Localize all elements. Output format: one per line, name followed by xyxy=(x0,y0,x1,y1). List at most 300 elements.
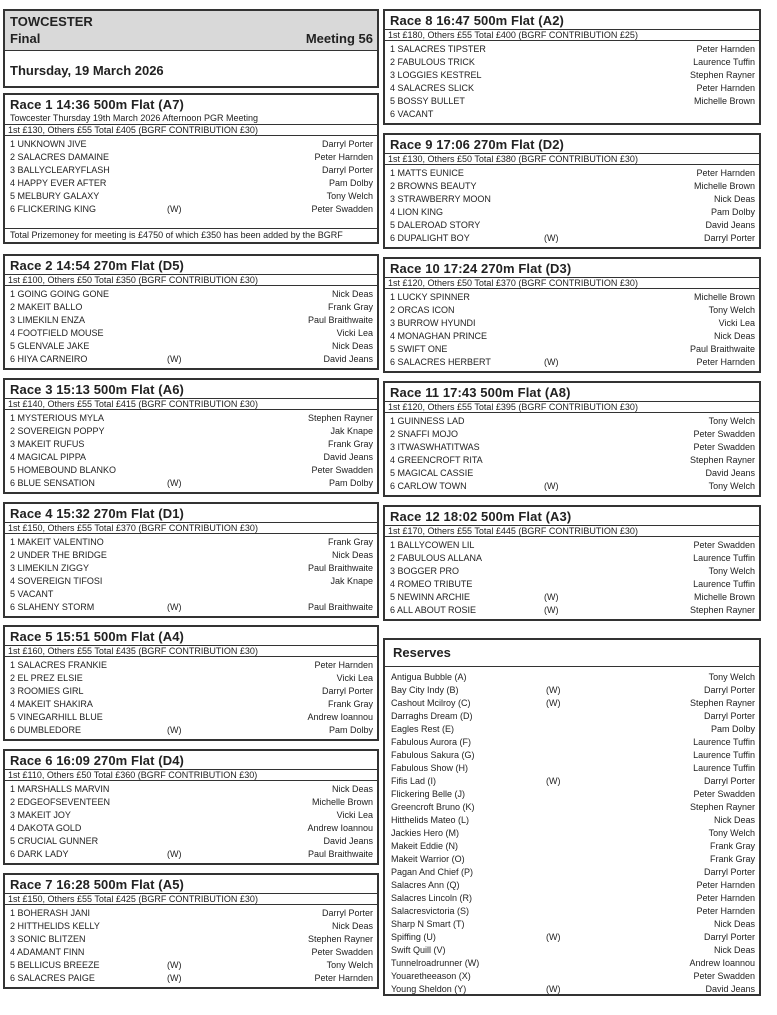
race-prize: 1st £150, Others £55 Total £425 (BGRF CONTRIBUTION £30) xyxy=(5,893,377,905)
trainer-name: Laurence Tuffin xyxy=(693,763,755,773)
trainer-name: Vicki Lea xyxy=(718,318,755,328)
withdrawn-mark: (W) xyxy=(546,984,561,994)
list-item xyxy=(10,783,373,796)
list-item xyxy=(10,659,373,672)
list-item xyxy=(10,536,373,549)
list-item xyxy=(390,604,755,617)
trainer-name: Andrew Ioannou xyxy=(689,958,755,968)
race-card-8 xyxy=(383,9,761,125)
list-item xyxy=(10,340,373,353)
race-prize: 1st £120, Others £50 Total £370 (BGRF CONTRIBUTION £30) xyxy=(385,277,759,289)
entry-name: 6 SALACRES PAIGE xyxy=(10,973,95,983)
entry-name: 4 LION KING xyxy=(390,207,444,217)
race-title: Race 3 15:13 500m Flat (A6) xyxy=(10,382,184,397)
entry-name: 5 DALEROAD STORY xyxy=(390,220,481,230)
entry-name: 3 BOGGER PRO xyxy=(390,566,460,576)
trainer-name: Darryl Porter xyxy=(703,776,755,786)
entry-name: 6 SALACRES HERBERT xyxy=(390,357,491,367)
entry-name: 6 DUPALIGHT BOY xyxy=(390,233,470,243)
trainer-name: Peter Swadden xyxy=(693,429,755,439)
trainer-name: Laurence Tuffin xyxy=(693,579,755,589)
entry-name: 1 SALACRES TIPSTER xyxy=(390,44,486,54)
trainer-name: Stephen Rayner xyxy=(689,605,755,615)
runner-list xyxy=(5,136,377,216)
trainer-name: Peter Harnden xyxy=(696,893,755,903)
entry-name: 2 MAKEIT BALLO xyxy=(10,302,83,312)
list-item xyxy=(10,848,373,861)
trainer-name: Darryl Porter xyxy=(321,686,373,696)
list-item xyxy=(391,684,755,697)
race-title: Race 7 16:28 500m Flat (A5) xyxy=(10,877,184,892)
trainer-name: David Jeans xyxy=(323,452,373,462)
race-title: Race 9 17:06 270m Flat (D2) xyxy=(390,137,564,152)
race-prize: 1st £110, Others £50 Total £360 (BGRF CONTRIBUTION £30) xyxy=(5,769,377,781)
runner-list xyxy=(385,289,759,369)
race-title: Race 5 15:51 500m Flat (A4) xyxy=(10,629,184,644)
entry-name: 6 HIYA CARNEIRO xyxy=(10,354,88,364)
list-item xyxy=(10,451,373,464)
entry-name: 5 CRUCIAL GUNNER xyxy=(10,836,99,846)
race-card-11 xyxy=(383,381,761,497)
entry-name: 4 MAKEIT SHAKIRA xyxy=(10,699,93,709)
list-item xyxy=(10,138,373,151)
trainer-name: Stephen Rayner xyxy=(689,802,755,812)
race-card-10 xyxy=(383,257,761,373)
entry-name: 4 FOOTFIELD MOUSE xyxy=(10,328,104,338)
trainer-name: Frank Gray xyxy=(709,841,755,851)
entry-name: 5 NEWINN ARCHIE xyxy=(390,592,471,602)
withdrawn-mark: (W) xyxy=(167,960,182,970)
list-item xyxy=(391,710,755,723)
entry-name: 5 MELBURY GALAXY xyxy=(10,191,100,201)
list-item xyxy=(390,95,755,108)
race-card-12 xyxy=(383,505,761,621)
withdrawn-mark: (W) xyxy=(167,973,182,983)
list-item xyxy=(390,441,755,454)
trainer-name: Frank Gray xyxy=(327,439,373,449)
trainer-name: Darryl Porter xyxy=(703,867,755,877)
trainer-name: Laurence Tuffin xyxy=(693,750,755,760)
trainer-name: Stephen Rayner xyxy=(307,413,373,423)
entry-name: 3 LOGGIES KESTREL xyxy=(390,70,482,80)
list-item xyxy=(10,190,373,203)
list-item xyxy=(391,827,755,840)
list-item xyxy=(10,698,373,711)
meeting-number: Meeting 56 xyxy=(305,31,373,46)
list-item xyxy=(10,203,373,216)
list-item xyxy=(390,82,755,95)
trainer-name: Laurence Tuffin xyxy=(693,737,755,747)
list-item xyxy=(391,775,755,788)
trainer-name: Tony Welch xyxy=(326,191,373,201)
entry-name: 3 ROOMIES GIRL xyxy=(10,686,84,696)
trainer-name: Paul Braithwaite xyxy=(307,602,373,612)
trainer-name: Nick Deas xyxy=(713,815,755,825)
runner-list xyxy=(5,534,377,614)
trainer-name: Paul Braithwaite xyxy=(689,344,755,354)
entry-name: 2 HITTHELIDS KELLY xyxy=(10,921,100,931)
list-item xyxy=(390,480,755,493)
trainer-name: Paul Braithwaite xyxy=(307,315,373,325)
entry-name: Pagan And Chief (P) xyxy=(391,867,474,877)
withdrawn-mark: (W) xyxy=(546,685,561,695)
race-prize: 1st £180, Others £55 Total £400 (BGRF CONTRIBUTION £25) xyxy=(385,29,759,41)
entry-name: 4 HAPPY EVER AFTER xyxy=(10,178,107,188)
entry-name: 1 MATTS EUNICE xyxy=(390,168,464,178)
trainer-name: Paul Braithwaite xyxy=(307,849,373,859)
entry-name: 3 LIMEKILN ZIGGY xyxy=(10,563,90,573)
trainer-name: Nick Deas xyxy=(713,919,755,929)
entry-name: 6 BLUE SENSATION xyxy=(10,478,95,488)
race-title: Race 11 17:43 500m Flat (A8) xyxy=(390,385,571,400)
list-item xyxy=(10,177,373,190)
entry-name: Jackies Hero (M) xyxy=(391,828,460,838)
list-item xyxy=(10,711,373,724)
withdrawn-mark: (W) xyxy=(546,776,561,786)
entry-name: Makeit Eddie (N) xyxy=(391,841,459,851)
meeting-header xyxy=(3,9,379,51)
entry-name: 1 LUCKY SPINNER xyxy=(390,292,470,302)
list-item xyxy=(391,723,755,736)
entry-name: 2 SOVEREIGN POPPY xyxy=(10,426,105,436)
list-item xyxy=(10,301,373,314)
list-item xyxy=(390,539,755,552)
trainer-name: Michelle Brown xyxy=(693,96,755,106)
race-card-7 xyxy=(3,873,379,989)
runner-list xyxy=(5,657,377,737)
entry-name: 4 ROMEO TRIBUTE xyxy=(390,579,473,589)
trainer-name: Tony Welch xyxy=(708,828,755,838)
entry-name: 4 SALACRES SLICK xyxy=(390,83,475,93)
stage-label: Final xyxy=(10,31,41,46)
entry-name: Sharp N Smart (T) xyxy=(391,919,465,929)
entry-name: 6 CARLOW TOWN xyxy=(390,481,467,491)
trainer-name: Tony Welch xyxy=(708,481,755,491)
list-item xyxy=(10,946,373,959)
entry-name: Hitthelids Mateo (L) xyxy=(391,815,470,825)
race-subtitle: Towcester Thursday 19th March 2026 Afternoon PGR Meeting xyxy=(10,113,258,123)
entry-name: 5 VACANT xyxy=(10,589,54,599)
list-item xyxy=(390,108,755,121)
withdrawn-mark: (W) xyxy=(544,592,559,602)
race-prize: 1st £130, Others £50 Total £380 (BGRF CONTRIBUTION £30) xyxy=(385,153,759,165)
trainer-name: Peter Harnden xyxy=(696,906,755,916)
withdrawn-mark: (W) xyxy=(167,849,182,859)
trainer-name: Darryl Porter xyxy=(321,139,373,149)
list-item xyxy=(390,428,755,441)
list-item xyxy=(391,957,755,970)
withdrawn-mark: (W) xyxy=(167,204,182,214)
entry-name: 2 FABULOUS TRICK xyxy=(390,57,475,67)
trainer-name: Peter Swadden xyxy=(693,971,755,981)
entry-name: Tunnelroadrunner (W) xyxy=(391,958,480,968)
list-item xyxy=(390,304,755,317)
entry-name: 4 MONAGHAN PRINCE xyxy=(390,331,488,341)
trainer-name: Andrew Ioannou xyxy=(307,823,373,833)
list-item xyxy=(390,330,755,343)
race-card-6 xyxy=(3,749,379,865)
list-item xyxy=(391,905,755,918)
trainer-name: Laurence Tuffin xyxy=(693,553,755,563)
entry-name: Salacresvictoria (S) xyxy=(391,906,470,916)
race-title: Race 6 16:09 270m Flat (D4) xyxy=(10,753,184,768)
list-item xyxy=(390,56,755,69)
entry-name: Fabulous Aurora (F) xyxy=(391,737,472,747)
entry-name: 5 SWIFT ONE xyxy=(390,344,448,354)
entry-name: 5 VINEGARHILL BLUE xyxy=(10,712,103,722)
entry-name: 1 UNKNOWN JIVE xyxy=(10,139,87,149)
entry-name: 1 MYSTERIOUS MYLA xyxy=(10,413,105,423)
list-item xyxy=(390,43,755,56)
race-prize: 1st £150, Others £55 Total £370 (BGRF CONTRIBUTION £30) xyxy=(5,522,377,534)
date-box xyxy=(3,50,379,88)
entry-name: Darraghs Dream (D) xyxy=(391,711,473,721)
race-title: Race 10 17:24 270m Flat (D3) xyxy=(390,261,572,276)
entry-name: 2 FABULOUS ALLANA xyxy=(390,553,483,563)
entry-name: Flickering Belle (J) xyxy=(391,789,466,799)
list-item xyxy=(390,206,755,219)
trainer-name: Peter Harnden xyxy=(314,973,373,983)
list-item xyxy=(390,291,755,304)
trainer-name: Jak Knape xyxy=(330,426,373,436)
entry-name: 6 VACANT xyxy=(390,109,434,119)
list-item xyxy=(10,907,373,920)
list-item xyxy=(390,193,755,206)
list-item xyxy=(391,970,755,983)
entry-name: 3 MAKEIT RUFUS xyxy=(10,439,85,449)
entry-name: 1 SALACRES FRANKIE xyxy=(10,660,108,670)
list-item xyxy=(391,788,755,801)
list-item xyxy=(391,749,755,762)
entry-name: 3 BALLYCLEARYFLASH xyxy=(10,165,110,175)
list-item xyxy=(10,562,373,575)
list-item xyxy=(391,801,755,814)
entry-name: 3 LIMEKILN ENZA xyxy=(10,315,86,325)
entry-name: 5 MAGICAL CASSIE xyxy=(390,468,474,478)
runner-list xyxy=(5,410,377,490)
entry-name: 1 MARSHALLS MARVIN xyxy=(10,784,110,794)
list-item xyxy=(10,972,373,985)
race-prize: 1st £120, Others £55 Total £395 (BGRF CONTRIBUTION £30) xyxy=(385,401,759,413)
trainer-name: Peter Harnden xyxy=(314,660,373,670)
entry-name: 6 ALL ABOUT ROSIE xyxy=(390,605,477,615)
withdrawn-mark: (W) xyxy=(546,698,561,708)
trainer-name: David Jeans xyxy=(705,984,755,994)
race-title: Race 1 14:36 500m Flat (A7) xyxy=(10,97,184,112)
list-item xyxy=(390,415,755,428)
entry-name: 6 FLICKERING KING xyxy=(10,204,97,214)
entry-name: 6 DUMBLEDORE xyxy=(10,725,82,735)
entry-name: 3 ITWASWHATITWAS xyxy=(390,442,480,452)
entry-name: 2 SNAFFI MOJO xyxy=(390,429,459,439)
entry-name: Salacres Ann (Q) xyxy=(391,880,460,890)
list-item xyxy=(10,438,373,451)
list-item xyxy=(391,762,755,775)
withdrawn-mark: (W) xyxy=(167,354,182,364)
entry-name: Swift Quill (V) xyxy=(391,945,446,955)
withdrawn-mark: (W) xyxy=(167,602,182,612)
trainer-name: David Jeans xyxy=(705,220,755,230)
trainer-name: Peter Swadden xyxy=(693,540,755,550)
trainer-name: Laurence Tuffin xyxy=(693,57,755,67)
list-item xyxy=(390,356,755,369)
trainer-name: Michelle Brown xyxy=(693,592,755,602)
list-item xyxy=(391,853,755,866)
list-item xyxy=(391,866,755,879)
trainer-name: Darryl Porter xyxy=(703,233,755,243)
trainer-name: Nick Deas xyxy=(713,331,755,341)
race-card-3 xyxy=(3,378,379,494)
trainer-name: Peter Swadden xyxy=(311,465,373,475)
list-item xyxy=(10,353,373,366)
entry-name: Young Sheldon (Y) xyxy=(391,984,467,994)
list-item xyxy=(10,796,373,809)
entry-name: 5 BOSSY BULLET xyxy=(390,96,465,106)
trainer-name: Tony Welch xyxy=(708,305,755,315)
trainer-name: Stephen Rayner xyxy=(689,455,755,465)
reserves-title: Reserves xyxy=(385,640,759,667)
trainer-name: Nick Deas xyxy=(713,945,755,955)
meeting-date: Thursday, 19 March 2026 xyxy=(10,63,164,78)
trainer-name: Tony Welch xyxy=(708,566,755,576)
runner-list xyxy=(385,537,759,617)
withdrawn-mark: (W) xyxy=(544,481,559,491)
trainer-name: Pam Dolby xyxy=(328,478,373,488)
trainer-name: Tony Welch xyxy=(326,960,373,970)
entry-name: Greencroft Bruno (K) xyxy=(391,802,475,812)
race-prize: 1st £140, Others £55 Total £415 (BGRF CONTRIBUTION £30) xyxy=(5,398,377,410)
trainer-name: Jak Knape xyxy=(330,576,373,586)
trainer-name: Vicki Lea xyxy=(336,673,373,683)
race-title: Race 8 16:47 500m Flat (A2) xyxy=(390,13,564,28)
reserves-box xyxy=(383,638,761,996)
trainer-name: Nick Deas xyxy=(331,921,373,931)
list-item xyxy=(10,425,373,438)
race-title: Race 4 15:32 270m Flat (D1) xyxy=(10,506,184,521)
trainer-name: Vicki Lea xyxy=(336,328,373,338)
entry-name: Youaretheeason (X) xyxy=(391,971,471,981)
trainer-name: Tony Welch xyxy=(708,672,755,682)
entry-name: 2 SALACRES DAMAINE xyxy=(10,152,110,162)
entry-name: 1 BOHERASH JANI xyxy=(10,908,91,918)
entry-name: 6 SLAHENY STORM xyxy=(10,602,95,612)
list-item xyxy=(391,879,755,892)
trainer-name: Darryl Porter xyxy=(703,685,755,695)
trainer-name: Nick Deas xyxy=(331,550,373,560)
list-item xyxy=(10,327,373,340)
list-item xyxy=(391,697,755,710)
runner-list xyxy=(385,41,759,121)
list-item xyxy=(391,671,755,684)
trainer-name: Darryl Porter xyxy=(321,165,373,175)
race-card-5 xyxy=(3,625,379,741)
entry-name: 3 BURROW HYUNDI xyxy=(390,318,476,328)
entry-name: 5 GLENVALE JAKE xyxy=(10,341,90,351)
list-item xyxy=(10,164,373,177)
list-item xyxy=(10,685,373,698)
list-item xyxy=(10,588,373,601)
list-item xyxy=(390,219,755,232)
entry-name: 4 MAGICAL PIPPA xyxy=(10,452,87,462)
trainer-name: Michelle Brown xyxy=(693,292,755,302)
race-card-9 xyxy=(383,133,761,249)
trainer-name: Stephen Rayner xyxy=(689,698,755,708)
list-item xyxy=(390,343,755,356)
trainer-name: Darryl Porter xyxy=(703,711,755,721)
list-item xyxy=(10,933,373,946)
withdrawn-mark: (W) xyxy=(544,357,559,367)
list-item xyxy=(390,552,755,565)
list-item xyxy=(390,454,755,467)
trainer-name: Nick Deas xyxy=(331,784,373,794)
entry-name: 3 STRAWBERRY MOON xyxy=(390,194,491,204)
race-prize: 1st £100, Others £50 Total £350 (BGRF CONTRIBUTION £30) xyxy=(5,274,377,286)
list-item xyxy=(391,918,755,931)
trainer-name: Michelle Brown xyxy=(311,797,373,807)
trainer-name: Peter Harnden xyxy=(696,83,755,93)
venue-name: TOWCESTER xyxy=(10,14,93,29)
list-item xyxy=(10,575,373,588)
total-prizemoney: Total Prizemoney for meeting is £4750 of which £350 has been added by the BGRF xyxy=(5,228,377,242)
race-card-1 xyxy=(3,93,379,244)
list-item xyxy=(10,809,373,822)
entry-name: 3 SONIC BLITZEN xyxy=(10,934,86,944)
reserves-list xyxy=(385,667,759,996)
entry-name: 6 DARK LADY xyxy=(10,849,69,859)
list-item xyxy=(10,412,373,425)
trainer-name: Nick Deas xyxy=(331,289,373,299)
trainer-name: Nick Deas xyxy=(713,194,755,204)
entry-name: 5 HOMEBOUND BLANKO xyxy=(10,465,117,475)
list-item xyxy=(391,983,755,996)
trainer-name: Michelle Brown xyxy=(693,181,755,191)
entry-name: 2 BROWNS BEAUTY xyxy=(390,181,477,191)
entry-name: Eagles Rest (E) xyxy=(391,724,455,734)
trainer-name: Stephen Rayner xyxy=(689,70,755,80)
list-item xyxy=(10,151,373,164)
list-item xyxy=(10,549,373,562)
entry-name: Fabulous Show (H) xyxy=(391,763,469,773)
trainer-name: Peter Swadden xyxy=(693,442,755,452)
entry-name: Makeit Warrior (O) xyxy=(391,854,465,864)
withdrawn-mark: (W) xyxy=(167,725,182,735)
runner-list xyxy=(385,413,759,493)
trainer-name: Frank Gray xyxy=(327,537,373,547)
runner-list xyxy=(5,905,377,985)
trainer-name: Pam Dolby xyxy=(710,207,755,217)
trainer-name: Peter Harnden xyxy=(696,168,755,178)
list-item xyxy=(391,814,755,827)
trainer-name: David Jeans xyxy=(705,468,755,478)
list-item xyxy=(391,892,755,905)
list-item xyxy=(390,578,755,591)
list-item xyxy=(10,477,373,490)
trainer-name: Frank Gray xyxy=(709,854,755,864)
list-item xyxy=(390,565,755,578)
entry-name: 5 BELLICUS BREEZE xyxy=(10,960,100,970)
trainer-name: Peter Harnden xyxy=(696,880,755,890)
trainer-name: Stephen Rayner xyxy=(307,934,373,944)
entry-name: 2 ORCAS ICON xyxy=(390,305,455,315)
list-item xyxy=(10,672,373,685)
entry-name: Antigua Bubble (A) xyxy=(391,672,467,682)
list-item xyxy=(390,317,755,330)
trainer-name: Peter Swadden xyxy=(311,204,373,214)
entry-name: Fifis Lad (I) xyxy=(391,776,437,786)
entry-name: 3 MAKEIT JOY xyxy=(10,810,71,820)
entry-name: 2 UNDER THE BRIDGE xyxy=(10,550,107,560)
trainer-name: Andrew Ioannou xyxy=(307,712,373,722)
